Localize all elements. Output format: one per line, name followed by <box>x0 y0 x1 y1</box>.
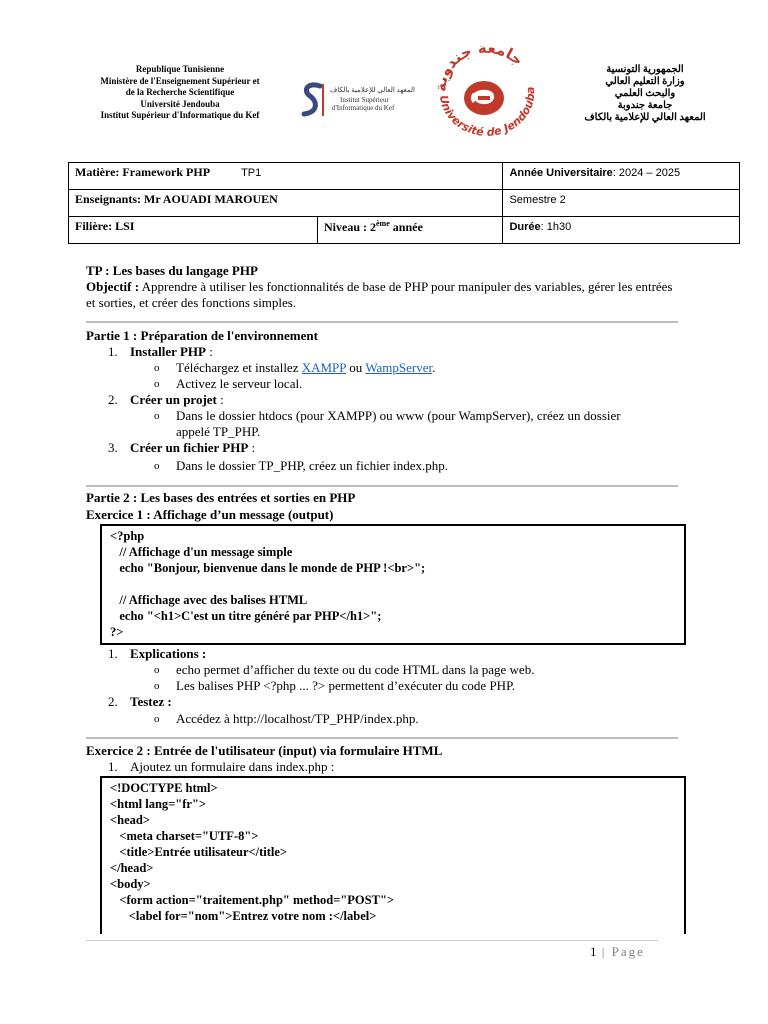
header-line: Université Jendouba <box>140 98 220 109</box>
page-number: 1 <box>590 944 597 959</box>
niveau-prefix: Niveau : 2 <box>324 220 376 234</box>
list-number: 1. <box>108 344 118 359</box>
list-item: Dans le dossier htdocs (pour XAMPP) ou www (pour WampServer), créez un dossier <box>176 408 621 423</box>
bullet-icon: o <box>154 460 160 472</box>
page-separator: | <box>596 944 612 959</box>
item-rest: : <box>248 440 256 455</box>
list-item: Accédez à http://localhost/TP_PHP/index.php. <box>176 711 419 726</box>
list-number: 1. <box>108 759 118 774</box>
header-line-ar: وزارة التعليم العالي <box>605 76 685 87</box>
header-line-ar: جامعة جندوبة <box>617 100 673 111</box>
header-line: Republique Tunisienne <box>135 64 225 74</box>
isik-logo-line2: d'Informatique du Kef <box>332 104 395 112</box>
list-item: Dans le dossier TP_PHP, créez un fichier index.php. <box>176 458 448 473</box>
niveau-suffix: année <box>389 220 423 234</box>
list-number: 2. <box>108 392 118 407</box>
niveau-cell <box>318 217 503 244</box>
list-item: echo permet d’afficher du texte ou du code HTML dans la page web. <box>176 662 535 677</box>
niveau-sup: ème <box>376 219 390 228</box>
header-line-ar: والبحث العلمي <box>614 88 676 99</box>
bullet-icon: o <box>154 362 160 374</box>
tp-title: TP : Les bases du langage PHP <box>86 263 258 278</box>
code-block-ex1: <?php // Affichage d'un message simple echo "Bonjour, bienvenue dans le monde de PHP !<br>"; // Affichage avec des balises HTML echo "<h1>C'est un titre généré par PHP</h1>"; ?> <box>100 524 686 645</box>
xampp-link[interactable]: XAMPP <box>301 360 347 375</box>
section-divider <box>86 485 678 487</box>
section-divider <box>86 321 678 323</box>
item-bold: Installer PHP <box>130 344 206 359</box>
bullet-icon: o <box>154 680 160 692</box>
code-block-ex2: <!DOCTYPE html> <html lang="fr"> <head> <meta charset="UTF-8"> <title>Entrée utilisateur</title> </head> <body> <form action="traitement.php" method="POST"> <label for="nom">Entrez votre nom :</label> <box>100 776 686 934</box>
enseignants-value: : Mr AOUADI MAROUEN <box>137 192 278 206</box>
bullet-icon: o <box>154 664 160 676</box>
partie2-title: Partie 2 : Les bases des entrées et sorties en PHP <box>86 490 356 505</box>
list-item <box>130 392 224 408</box>
enseignants-cell <box>69 190 503 217</box>
list-item: Activez le serveur local. <box>176 376 303 391</box>
exercise1-title: Exercice 1 : Affichage d’un message (output) <box>86 507 334 522</box>
isik-logo-arabic: المعهد العالي للإعلامية بالكاف <box>330 86 415 94</box>
header-line-ar: المعهد العالي للإعلامية بالكاف <box>584 112 706 123</box>
item-text: ou <box>346 360 366 375</box>
footer-divider <box>86 940 658 941</box>
filiere-label: Filière: LSI <box>75 219 135 233</box>
objective-label: Objectif : <box>86 279 140 294</box>
jendouba-emblem-icon <box>418 46 548 142</box>
list-item: Testez : <box>130 694 172 709</box>
isik-s-icon <box>298 80 328 120</box>
item-text: . <box>432 360 436 375</box>
header-line-ar: الجمهورية التونسية <box>606 64 684 75</box>
bullet-icon: o <box>154 713 160 725</box>
bullet-icon: o <box>154 410 160 422</box>
isik-logo-line1: Institut Supérieur <box>340 96 389 104</box>
matiere-label: Matière: Framework PHP <box>75 165 211 179</box>
list-number: 1. <box>108 646 118 661</box>
item-bold: Créer un projet <box>130 392 217 407</box>
institution-header-ar <box>570 64 720 124</box>
list-item <box>130 440 255 456</box>
annee-cell <box>503 163 740 190</box>
institution-header-fr <box>80 64 280 122</box>
page-label: Page <box>611 944 645 959</box>
partie1-title: Partie 1 : Préparation de l'environnement <box>86 328 318 343</box>
enseignants-label: Enseignants <box>75 192 138 206</box>
list-item: Explications : <box>130 646 207 661</box>
header-line: Institut Supérieur d'Informatique du Kef <box>100 110 260 120</box>
isik-logo <box>298 80 426 120</box>
course-info-table <box>68 162 740 244</box>
list-item <box>130 344 213 360</box>
item-rest: : <box>216 392 224 407</box>
filiere-cell <box>69 217 318 244</box>
list-item: Ajoutez un formulaire dans index.php : <box>130 759 335 774</box>
list-item-continued: appelé TP_PHP. <box>176 424 261 439</box>
header-line: de la Recherche Scientifique <box>125 87 235 97</box>
tp-number: TP1 <box>241 167 262 179</box>
uj-logo-latin: Université de Jendouba <box>436 86 538 139</box>
uj-logo-arabic: جامعة جندوبة <box>431 46 527 93</box>
list-number: 2. <box>108 694 118 709</box>
exercise2-title: Exercice 2 : Entrée de l'utilisateur (input) via formulaire HTML <box>86 743 443 758</box>
objective-text: Apprendre à utiliser les fonctionnalités de base de PHP pour manipuler des variables, gérer les entrées et sorties, et créer des fonctions simples. <box>86 279 673 310</box>
semestre-cell <box>503 190 740 217</box>
list-item: Les balises PHP <?php ... ?> permettent d’exécuter du code PHP. <box>176 678 516 693</box>
annee-value: : 2024 – 2025 <box>612 167 681 179</box>
tp-objective <box>86 279 676 311</box>
annee-label: Année Universitaire <box>509 167 613 179</box>
list-number: 3. <box>108 440 118 455</box>
list-item <box>176 360 435 376</box>
item-bold: Créer un fichier PHP <box>130 440 249 455</box>
matiere-cell <box>69 163 503 190</box>
university-jendouba-logo <box>418 46 548 142</box>
section-divider <box>86 737 678 739</box>
item-rest: : <box>205 344 213 359</box>
wampserver-link[interactable]: WampServer <box>365 360 433 375</box>
duree-value: : 1h30 <box>540 221 572 233</box>
bullet-icon: o <box>154 378 160 390</box>
duree-label: Durée <box>509 221 541 233</box>
semestre-value: Semestre 2 <box>509 194 566 206</box>
item-text: Téléchargez et installez <box>176 360 302 375</box>
duree-cell <box>503 217 740 244</box>
header-line: Ministère de l'Enseignement Supérieur et <box>100 75 260 86</box>
page-footer <box>590 944 645 960</box>
